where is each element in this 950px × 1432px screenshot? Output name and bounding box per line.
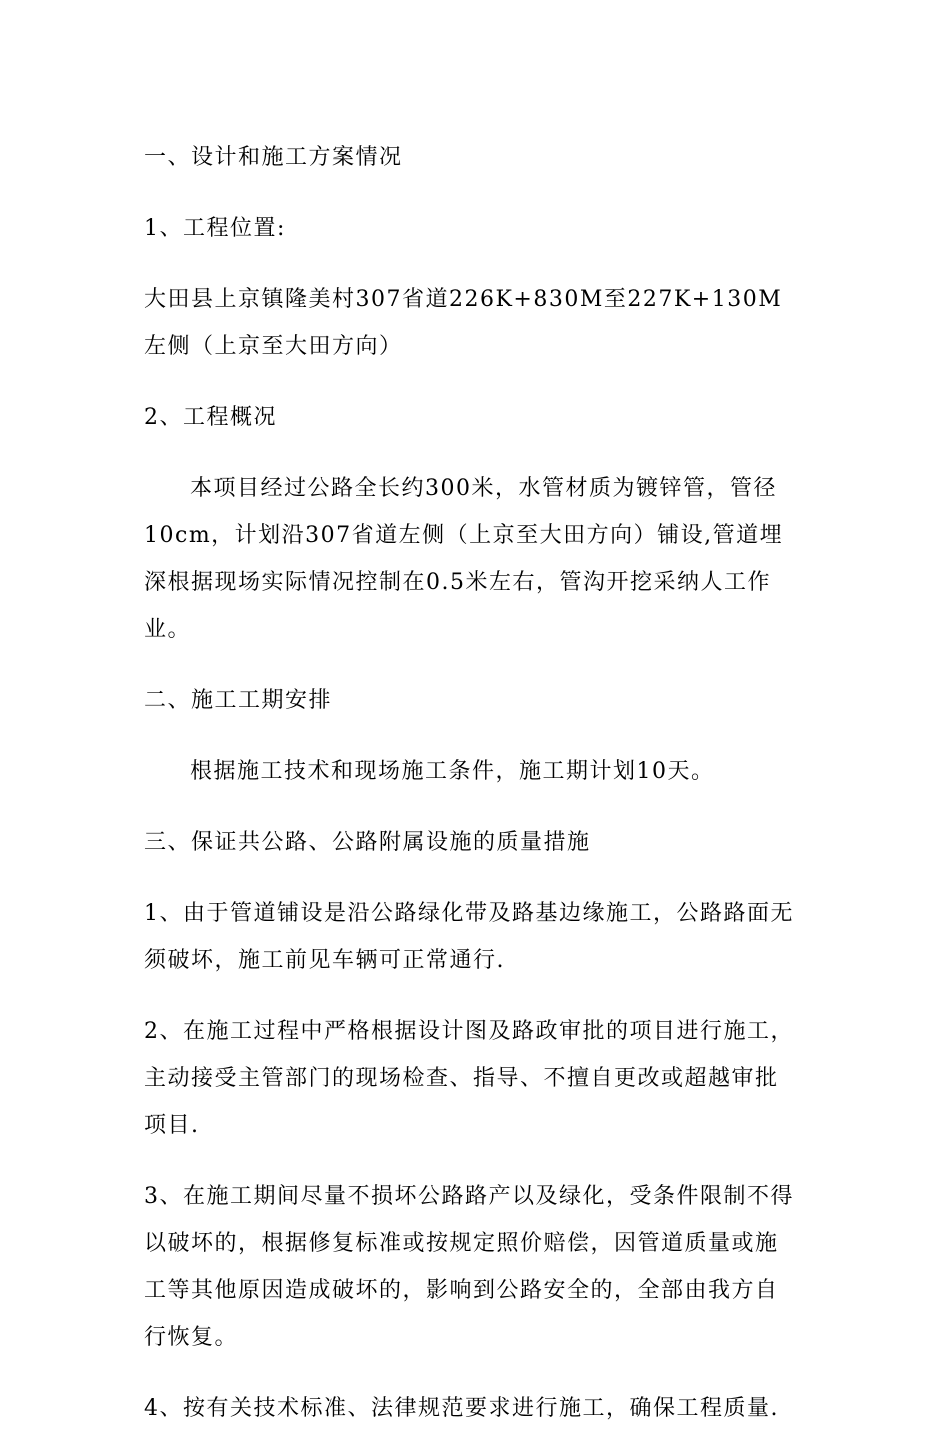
paragraph-schedule: 根据施工技术和现场施工条件，施工期计划10天。 [190, 759, 715, 784]
paragraph-measure-3: 3、在施工期间尽量不损坏公路路产以及绿化，受条件限制不得以破坏的，根据修复标准或按规定照价赔偿，因管道质量或施工等其他原因造成破坏的，影响到公路安全的，全部由我方自行恢复。 [144, 1184, 794, 1350]
paragraph-measure-2: 2、在施工过程中严格根据设计图及路政审批的项目进行施工，主动接受主管部门的现场检查、指导、不擅自更改或超越审批项目. [144, 1019, 794, 1138]
paragraph-measure-4: 4、按有关技术标准、法律规范要求进行施工，确保工程质量. [144, 1396, 779, 1421]
paragraph-project-location: 大田县上京镇隆美村307省道226K+830M至227K+130M左侧（上京至大田方向） [144, 287, 783, 359]
subheading-project-overview: 2、工程概况 [144, 405, 277, 430]
paragraph-project-overview: 本项目经过公路全长约300米，水管材质为镀锌管，管径10cm，计划沿307省道左侧（上京至大田方向）铺设,管道埋深根据现场实际情况控制在0.5米左右，管沟开挖采纳人工作业。 [144, 476, 784, 642]
paragraph-measure-1: 1、由于管道铺设是沿公路绿化带及路基边缘施工，公路路面无须破坏，施工前见车辆可正常通行. [144, 901, 794, 973]
subheading-project-location: 1、工程位置: [144, 216, 286, 241]
document-body [144, 134, 794, 1432]
heading-design-plan: 一、设计和施工方案情况 [144, 145, 403, 170]
heading-schedule: 二、施工工期安排 [144, 688, 333, 713]
heading-quality-measures: 三、保证共公路、公路附属设施的质量措施 [144, 830, 591, 855]
